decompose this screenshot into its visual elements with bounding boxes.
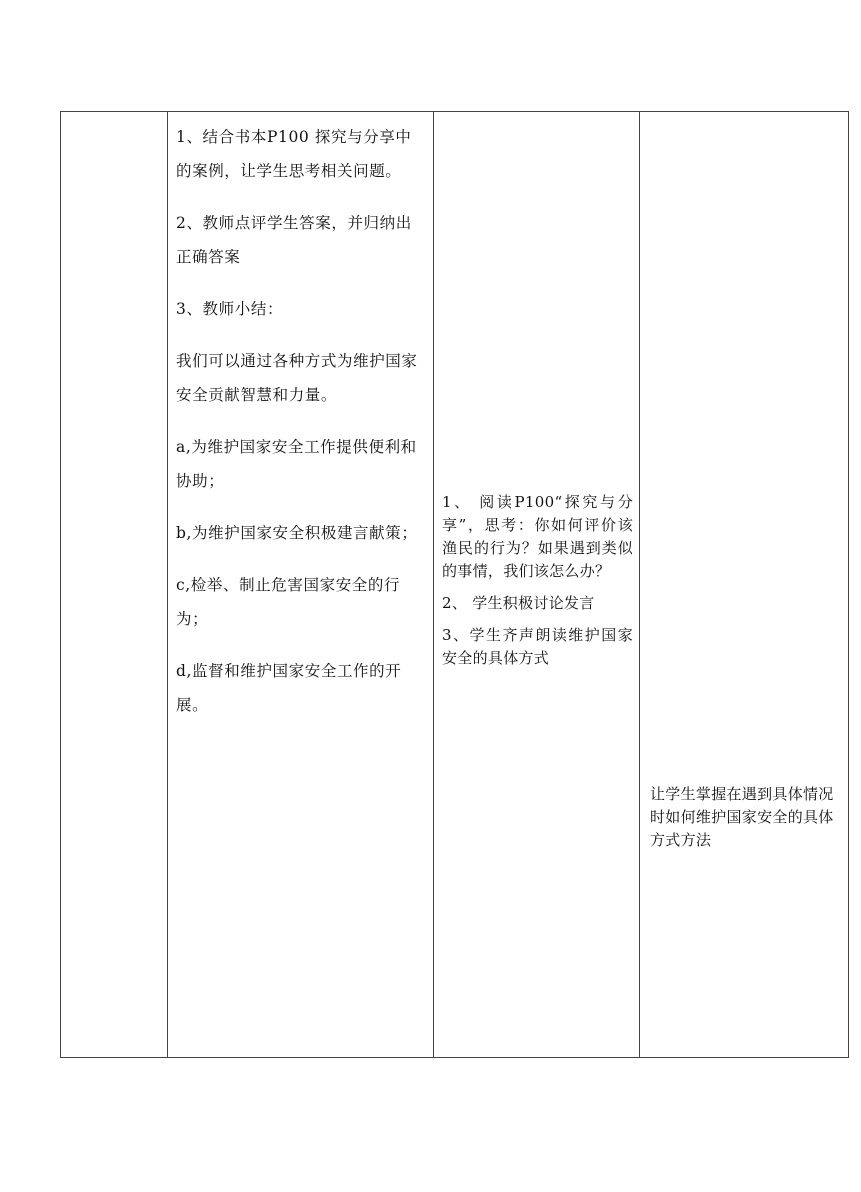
lesson-plan-table xyxy=(60,111,849,1058)
design-intent-wrap xyxy=(650,783,842,852)
stage-cell xyxy=(61,112,168,1058)
teacher-activity-item: c,检举、制止危害国家安全的行为； xyxy=(176,576,401,628)
teacher-activity-item: 我们可以通过各种方式为维护国家安全贡献智慧和力量。 xyxy=(176,352,418,404)
design-intent-cell xyxy=(640,112,849,1058)
teacher-activity-item: 1、结合书本P100 探究与分享中的案例，让学生思考相关问题。 xyxy=(176,128,412,180)
student-activity-item: 3、学生齐声朗读维护国家安全的具体方式 xyxy=(442,625,633,667)
student-activity-item: 1、 阅读P100“探究与分享”，思考：你如何评价该渔民的行为？如果遇到类似的事情，我们该怎么办？ xyxy=(442,492,633,580)
teacher-activity-item: a,为维护国家安全工作提供便利和协助； xyxy=(176,438,417,490)
teacher-activity-item: 3、教师小结： xyxy=(176,300,284,318)
teacher-activity-item: d,监督和维护国家安全工作的开展。 xyxy=(176,662,402,714)
student-activity-item: 2、 学生积极讨论发言 xyxy=(442,593,595,612)
design-intent-text: 让学生掌握在遇到具体情况时如何维护国家安全的具体方式方法 xyxy=(650,785,834,849)
student-activity-cell xyxy=(434,112,640,1058)
teacher-activity-item: 2、教师点评学生答案，并归纳出正确答案 xyxy=(176,214,412,266)
table-row xyxy=(61,112,849,1058)
teacher-activity-cell xyxy=(168,112,434,1058)
teacher-activity-item: b,为维护国家安全积极建言献策； xyxy=(176,524,418,542)
